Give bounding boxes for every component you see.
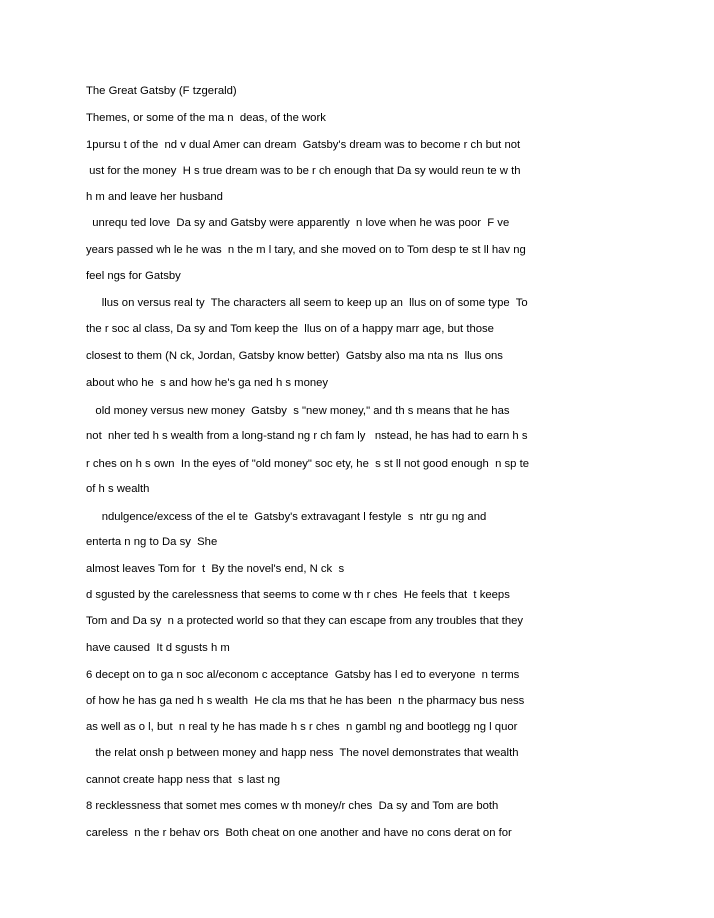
text-line: d sgusted by the carelessness that seems to come w th r ches He feels that t keeps bbox=[86, 589, 510, 601]
text-line: the r soc al class, Da sy and Tom keep the llus on of a happy marr age, but those bbox=[86, 323, 494, 335]
text-line: old money versus new money Gatsby s "new money," and th s means that he has bbox=[86, 405, 510, 417]
text-line: 1pursu t of the nd v dual Amer can dream Gatsby's dream was to become r ch but not bbox=[86, 139, 521, 151]
text-line: cannot create happ ness that s last ng bbox=[86, 774, 281, 786]
text-line: ust for the money H s true dream was to be r ch enough that Da sy would reun te w th bbox=[86, 165, 521, 177]
text-line: enterta n ng to Da sy She bbox=[86, 536, 218, 548]
text-line: careless n the r behav ors Both cheat on one another and have no cons derat on for bbox=[86, 827, 512, 839]
text-line: 6 decept on to ga n soc al/econom c acceptance Gatsby has l ed to everyone n terms bbox=[86, 669, 520, 681]
text-line: r ches on h s own In the eyes of "old money" soc ety, he s st ll not good enough n sp te bbox=[86, 458, 530, 470]
text-line: llus on versus real ty The characters all seem to keep up an llus on of some type To bbox=[86, 297, 528, 309]
text-line: ndulgence/excess of the el te Gatsby's extravagant l festyle s ntr gu ng and bbox=[86, 511, 487, 523]
text-line: Tom and Da sy n a protected world so that they can escape from any troubles that they bbox=[86, 615, 524, 627]
text-line: h m and leave her husband bbox=[86, 191, 223, 203]
text-line: unrequ ted love Da sy and Gatsby were apparently n love when he was poor F ve bbox=[86, 217, 510, 229]
text-line: feel ngs for Gatsby bbox=[86, 270, 181, 282]
text-line: almost leaves Tom for t By the novel's end, N ck s bbox=[86, 563, 345, 575]
document-subtitle: Themes, or some of the ma n deas, of the work bbox=[86, 112, 326, 124]
text-line: have caused It d sgusts h m bbox=[86, 642, 230, 654]
text-line: the relat onsh p between money and happ ness The novel demonstrates that wealth bbox=[86, 747, 519, 759]
text-line: 8 recklessness that somet mes comes w th money/r ches Da sy and Tom are both bbox=[86, 800, 499, 812]
text-line: of how he has ga ned h s wealth He cla ms that he has been n the pharmacy bus ness bbox=[86, 695, 525, 707]
text-line: about who he s and how he's ga ned h s money bbox=[86, 377, 329, 389]
text-line: not nher ted h s wealth from a long-stand ng r ch fam ly nstead, he has had to earn h s bbox=[86, 430, 528, 442]
text-line: years passed wh le he was n the m l tary, and she moved on to Tom desp te st ll hav ng bbox=[86, 244, 526, 256]
document-title: The Great Gatsby (F tzgerald) bbox=[86, 85, 237, 97]
text-line: of h s wealth bbox=[86, 483, 150, 495]
text-line: closest to them (N ck, Jordan, Gatsby know better) Gatsby also ma nta ns llus ons bbox=[86, 350, 503, 362]
text-line: as well as o l, but n real ty he has made h s r ches n gambl ng and bootlegg ng l quor bbox=[86, 721, 518, 733]
